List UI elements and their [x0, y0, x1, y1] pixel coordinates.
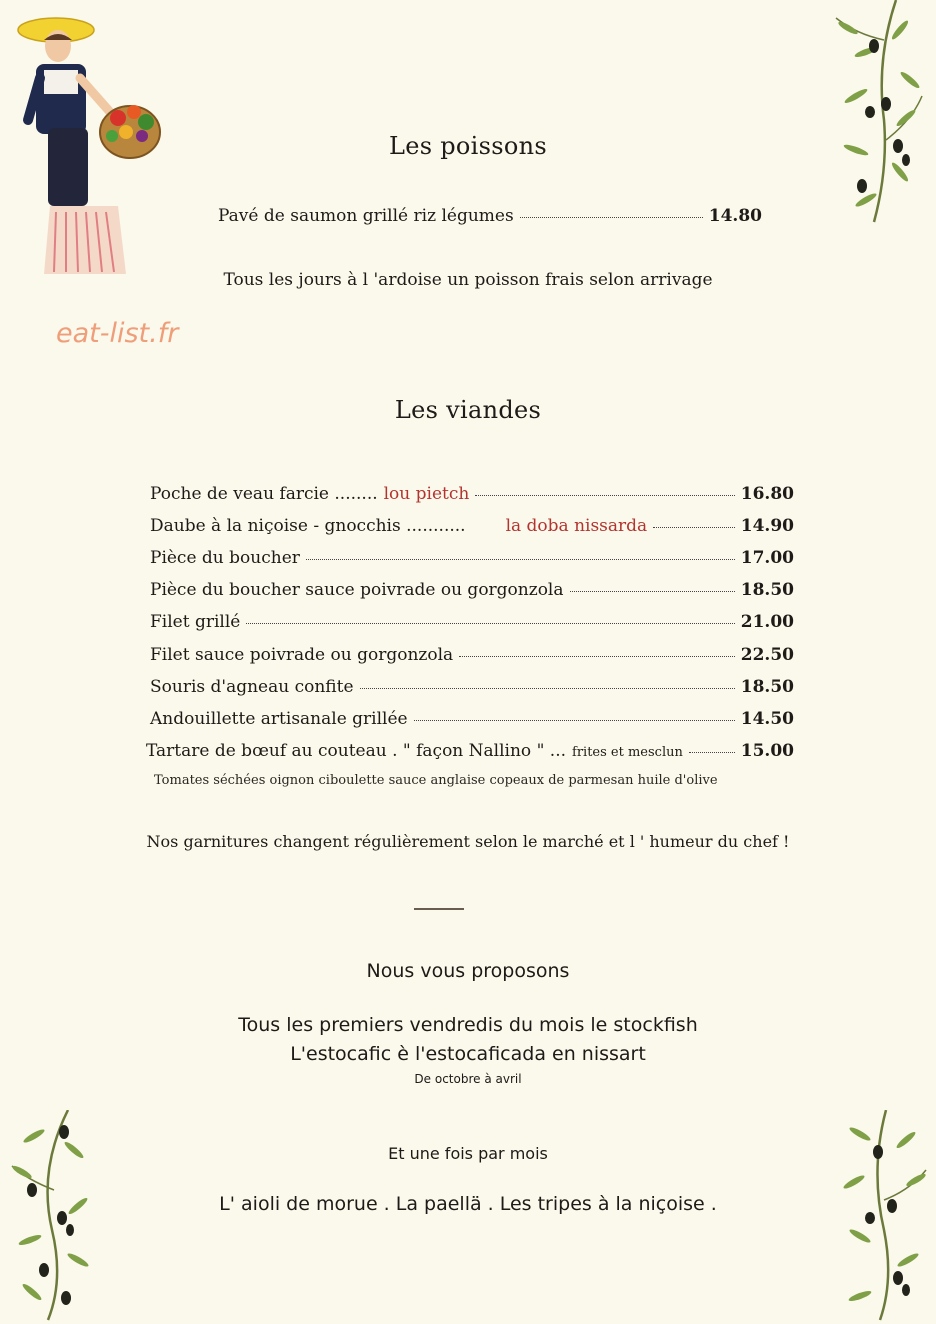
menu-item-price: 15.00 — [740, 741, 794, 761]
tartare-detail: Tomates séchées oignon ciboulette sauce anglaise copeaux de parmesan huile d'olive — [154, 773, 718, 788]
menu-item-name: Pièce du boucher — [150, 548, 300, 568]
menu-item-price: 21.00 — [740, 612, 794, 632]
menu-item-name: Andouillette artisanale grillée — [150, 709, 408, 729]
menu-item-name: Pièce du boucher sauce poivrade ou gorgonzola — [150, 580, 564, 600]
menu-item-andouillette — [150, 709, 794, 729]
menu-item-name: Filet sauce poivrade ou gorgonzola — [150, 645, 454, 665]
menu-item-name: Tartare de bœuf au couteau . " façon Nallino " ... — [146, 741, 567, 761]
olive-branch-bottom-left-icon — [8, 1110, 108, 1322]
menu-item-poche-de-veau — [150, 484, 794, 504]
propositions-season: De octobre à avril — [414, 1072, 522, 1086]
menu-item-name: Poche de veau farcie ........ — [150, 484, 378, 504]
menu-item-name: Pavé de saumon grillé riz légumes — [218, 206, 514, 226]
menu-item-price: 14.80 — [708, 206, 762, 226]
section-title-viandes: Les viandes — [394, 396, 542, 424]
menu-item-piece-du-boucher-sauce — [150, 580, 794, 600]
menu-item-tartare — [146, 741, 794, 761]
menu-item-price: 18.50 — [740, 580, 794, 600]
separator-line — [414, 908, 464, 910]
dot-leader — [414, 720, 735, 721]
menu-item-filet-grille — [150, 612, 794, 632]
dot-leader — [689, 752, 735, 753]
dot-leader — [246, 623, 734, 624]
propositions-stockfish: Tous les premiers vendredis du mois le stockfish — [238, 1014, 698, 1036]
menu-item-souris-agneau — [150, 677, 794, 697]
menu-item-price: 16.80 — [740, 484, 794, 504]
olive-branch-top-right-icon — [826, 0, 926, 225]
dot-leader — [360, 688, 735, 689]
dot-leader — [570, 591, 735, 592]
menu-item-sides: frites et mesclun — [572, 745, 683, 760]
watermark: eat-list.fr — [56, 318, 179, 349]
viandes-note: Nos garnitures changent régulièrement selon le marché et l ' humeur du chef ! — [146, 832, 790, 851]
menu-item-name: Daube à la niçoise - gnocchis ........... — [150, 516, 466, 536]
olive-branch-bottom-right-icon — [830, 1110, 930, 1322]
section-title-poissons: Les poissons — [388, 132, 548, 160]
menu-item-nissart-name: la doba nissarda — [505, 516, 648, 536]
menu-item-price: 14.50 — [740, 709, 794, 729]
menu-item-daube — [150, 516, 794, 536]
propositions-monthly-dishes: L' aioli de morue . La paellä . Les tripes à la niçoise . — [219, 1193, 717, 1215]
propositions-title: Nous vous proposons — [366, 960, 570, 982]
menu-item-filet-sauce — [150, 645, 794, 665]
menu-item-price: 22.50 — [740, 645, 794, 665]
menu-item-poisson — [218, 206, 762, 226]
propositions-estocafic: L'estocafic è l'estocaficada en nissart — [290, 1043, 646, 1065]
poissons-note: Tous les jours à l 'ardoise un poisson frais selon arrivage — [223, 270, 713, 290]
menu-item-price: 14.90 — [740, 516, 794, 536]
dot-leader — [520, 217, 703, 218]
dot-leader — [459, 656, 735, 657]
menu-item-piece-du-boucher — [150, 548, 794, 568]
dot-leader — [306, 559, 735, 560]
menu-item-name: Souris d'agneau confite — [150, 677, 354, 697]
dot-leader — [475, 495, 734, 496]
propositions-monthly-title: Et une fois par mois — [388, 1144, 548, 1163]
menu-item-name: Filet grillé — [150, 612, 241, 632]
menu-item-price: 18.50 — [740, 677, 794, 697]
dot-leader — [653, 527, 735, 528]
menu-item-nissart-name: lou pietch — [383, 484, 470, 504]
menu-item-price: 17.00 — [740, 548, 794, 568]
